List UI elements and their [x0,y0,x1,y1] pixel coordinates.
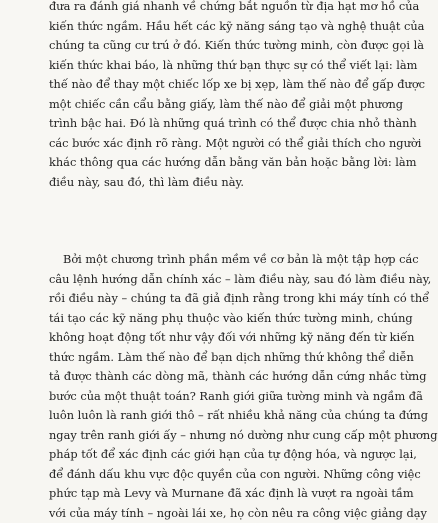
text-line: không hoạt động tốt như vậy đối với những kỹ năng đến từ kiến [49,328,381,348]
text-line: kiến thức khai báo, là những thứ bạn thực sự có thể viết lại: làm [49,56,381,76]
text-line: trình bậc hai. Đó là những quá trình có thể được chia nhỏ thành [49,114,381,134]
text-line: tái tạo các kỹ năng phụ thuộc vào kiến thức tường minh, chúng [49,309,381,329]
text-line: một chiếc cần cẩu bằng giấy, làm thế nào để giải một phương [49,95,381,115]
paragraph-continued [49,0,381,192]
text-line: thế nào để thay một chiếc lốp xe bị xẹp, làm thế nào để gấp được [49,75,381,95]
text-line: Bởi một chương trình phần mềm về cơ bản là một tập hợp các [49,250,381,270]
text-line: thức ngầm. Làm thế nào để bạn dịch những thứ không thể diễn [49,348,381,368]
text-line: kiến thức ngầm. Hầu hết các kỹ năng sáng tạo và nghệ thuật của [49,17,381,37]
text-line: với của máy tính – ngoài lái xe, họ còn nêu ra công việc giảng dạy [49,504,381,523]
text-line: tả được thành các dòng mã, thành các hướng dẫn cứng nhắc từng [49,367,381,387]
paragraph-second [49,250,381,523]
text-line: để đánh dấu khu vực độc quyền của con người. Những công việc [49,465,381,485]
text-line: luôn luôn là ranh giới thô – rất nhiều khả năng của chúng ta đứng [49,406,381,426]
text-line: ngay trên ranh giới ấy – nhưng nó dường như cung cấp một phương [49,426,381,446]
text-line: câu lệnh hướng dẫn chính xác – làm điều này, sau đó làm điều này, [49,270,381,290]
text-line: bước của một thuật toán? Ranh giới giữa tường minh và ngầm đã [49,387,381,407]
text-line: điều này, sau đó, thì làm điều này. [49,173,381,193]
text-line: rồi điều này – chúng ta đã giả định rằng trong khi máy tính có thể [49,289,381,309]
text-line: đưa ra đánh giá nhanh về chứng bắt nguồn từ địa hạt mơ hồ của [49,0,381,17]
text-line: pháp tốt để xác định các giới hạn của tự động hóa, và ngược lại, [49,445,381,465]
text-line: khác thông qua các hướng dẫn bằng văn bản hoặc bằng lời: làm [49,153,381,173]
text-line: phức tạp mà Levy và Murnane đã xác định là vượt ra ngoài tầm [49,484,381,504]
text-line: các bước xác định rõ ràng. Một người có thể giải thích cho người [49,134,381,154]
text-line: chúng ta cũng cư trú ở đó. Kiến thức tường minh, còn được gọi là [49,36,381,56]
